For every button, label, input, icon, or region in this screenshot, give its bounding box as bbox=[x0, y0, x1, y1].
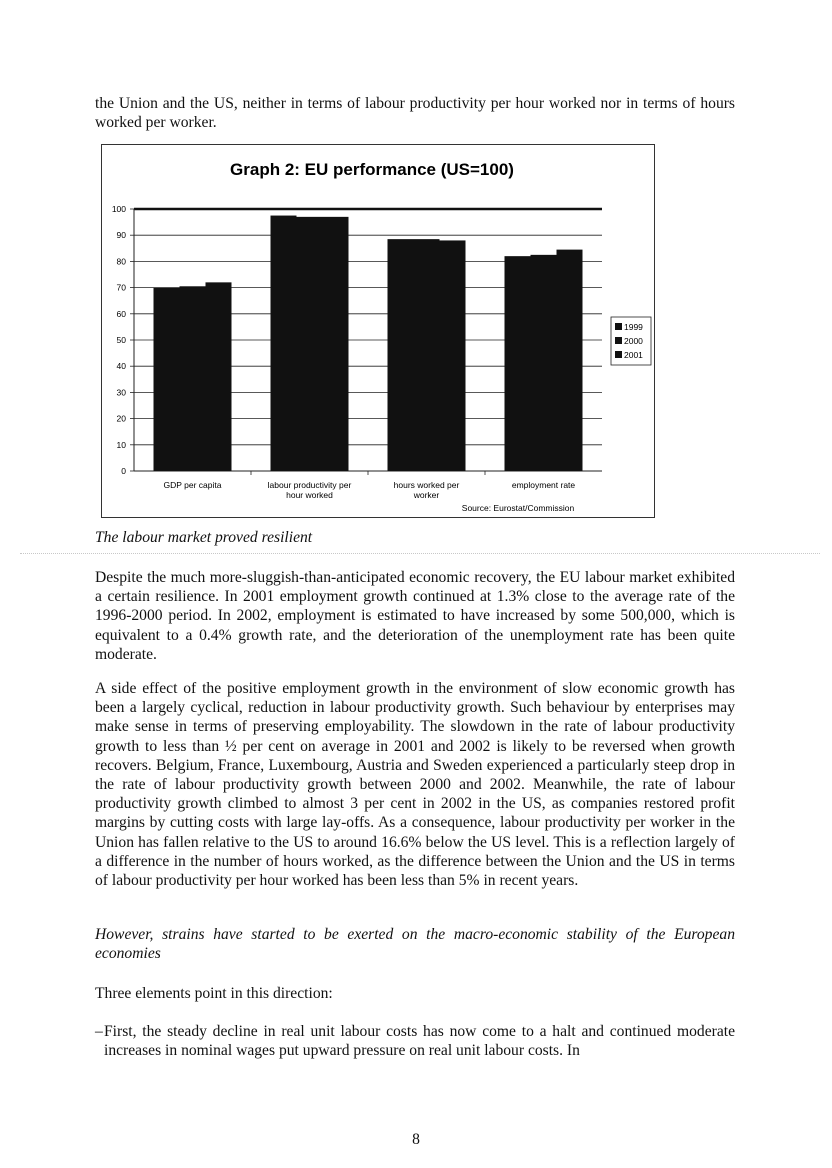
page-number: 8 bbox=[412, 1131, 420, 1148]
y-tick-label: 50 bbox=[116, 335, 126, 345]
bar-2001 bbox=[557, 250, 583, 471]
y-tick-label: 20 bbox=[116, 413, 126, 424]
x-tick-label: employment rate bbox=[511, 480, 576, 490]
paragraph-employment-growth: Despite the much more-sluggish-than-anticipated economic recovery, the EU labour market exhibited a certain resilience. In 2001 employment growth continued at 1.3% close to the average rate of the 1996-2000 period. In 2002, employment is estimated to have increased by some 500,000, which is equivalent to a 0.4% growth rate, and the deterioration of the unemployment rate has been quite moderate. bbox=[95, 569, 735, 663]
bullet-dash: – bbox=[95, 1023, 103, 1040]
paragraph-three-elements: Three elements point in this direction: bbox=[95, 985, 333, 1002]
x-tick-label: labour productivity per bbox=[267, 480, 352, 490]
x-tick-label: hours worked per bbox=[393, 480, 460, 490]
bar-1999 bbox=[505, 256, 531, 471]
y-tick-label: 100 bbox=[111, 204, 126, 214]
legend-swatch bbox=[615, 323, 622, 330]
list-item-first bbox=[95, 1022, 735, 1060]
paragraph-productivity: A side effect of the positive employment growth in the environment of slow economic growth has been a largely cyclical, reduction in labour productivity growth. Such behaviour by enterprises may make sense in terms of preserving employability. The slowdown in the rate of labour productivity growth to less than ½ per cent on average in 2001 and 2002 is likely to be reversed when growth recovers. Belgium, France, Luxembourg, Austria and Sweden experienced a particularly steep drop in the rate of labour productivity growth between 2000 and 2002. Meanwhile, the rate of labour productivity growth climbed to almost 3 per cent in 2002 in the US, as companies restored profit margins by cutting costs with large lay-offs. As a consequence, labour productivity per worker in the Union has fallen relative to the US to around 16.6% below the US level. This is a reflection largely of a difference in the number of hours worked, as the difference between the Union and the US in terms of labour productivity per hour worked has been less than 5% in recent years. bbox=[95, 680, 735, 890]
bar-2000 bbox=[180, 286, 206, 471]
list-item-text: First, the steady decline in real unit labour costs has now come to a halt and continued moderate increases in nominal wages put upward pressure on real unit labour costs. In bbox=[104, 1023, 735, 1060]
y-tick-label: 30 bbox=[116, 387, 126, 398]
x-tick-label: worker bbox=[413, 490, 440, 500]
section-divider bbox=[20, 553, 820, 554]
bar-2000 bbox=[297, 217, 323, 471]
legend-label: 1999 bbox=[624, 322, 643, 332]
y-tick-label: 80 bbox=[116, 256, 126, 267]
bar-2001 bbox=[206, 282, 232, 471]
chart-title: Graph 2: EU performance (US=100) bbox=[230, 160, 514, 179]
x-tick-label: hour worked bbox=[286, 490, 333, 500]
heading-macro-strains: However, strains have started to be exerted on the macro-economic stability of the European economies bbox=[95, 926, 735, 963]
y-tick-label: 0 bbox=[121, 466, 126, 476]
bar-chart bbox=[102, 145, 654, 517]
y-tick-label: 10 bbox=[116, 439, 126, 450]
chart-source: Source: Eurostat/Commission bbox=[461, 503, 575, 513]
legend-swatch bbox=[615, 337, 622, 344]
legend-label: 2001 bbox=[624, 350, 643, 360]
y-tick-label: 40 bbox=[116, 361, 126, 372]
y-tick-label: 60 bbox=[116, 308, 126, 319]
x-tick-label: GDP per capita bbox=[163, 480, 222, 490]
bar-1999 bbox=[388, 239, 414, 471]
bar-1999 bbox=[154, 288, 180, 471]
chart-graph-2 bbox=[101, 144, 655, 518]
y-tick-label: 90 bbox=[116, 230, 126, 241]
bar-2001 bbox=[440, 240, 466, 471]
bar-1999 bbox=[271, 216, 297, 471]
intro-paragraph: the Union and the US, neither in terms of labour productivity per hour worked nor in terms of hours worked per worker. bbox=[95, 95, 735, 132]
bar-2000 bbox=[531, 255, 557, 471]
legend-label: 2000 bbox=[624, 336, 643, 346]
bar-2001 bbox=[323, 217, 349, 471]
heading-labour-market-resilient: The labour market proved resilient bbox=[95, 529, 313, 546]
bar-2000 bbox=[414, 239, 440, 471]
legend-swatch bbox=[615, 351, 622, 358]
y-tick-label: 70 bbox=[116, 282, 126, 293]
